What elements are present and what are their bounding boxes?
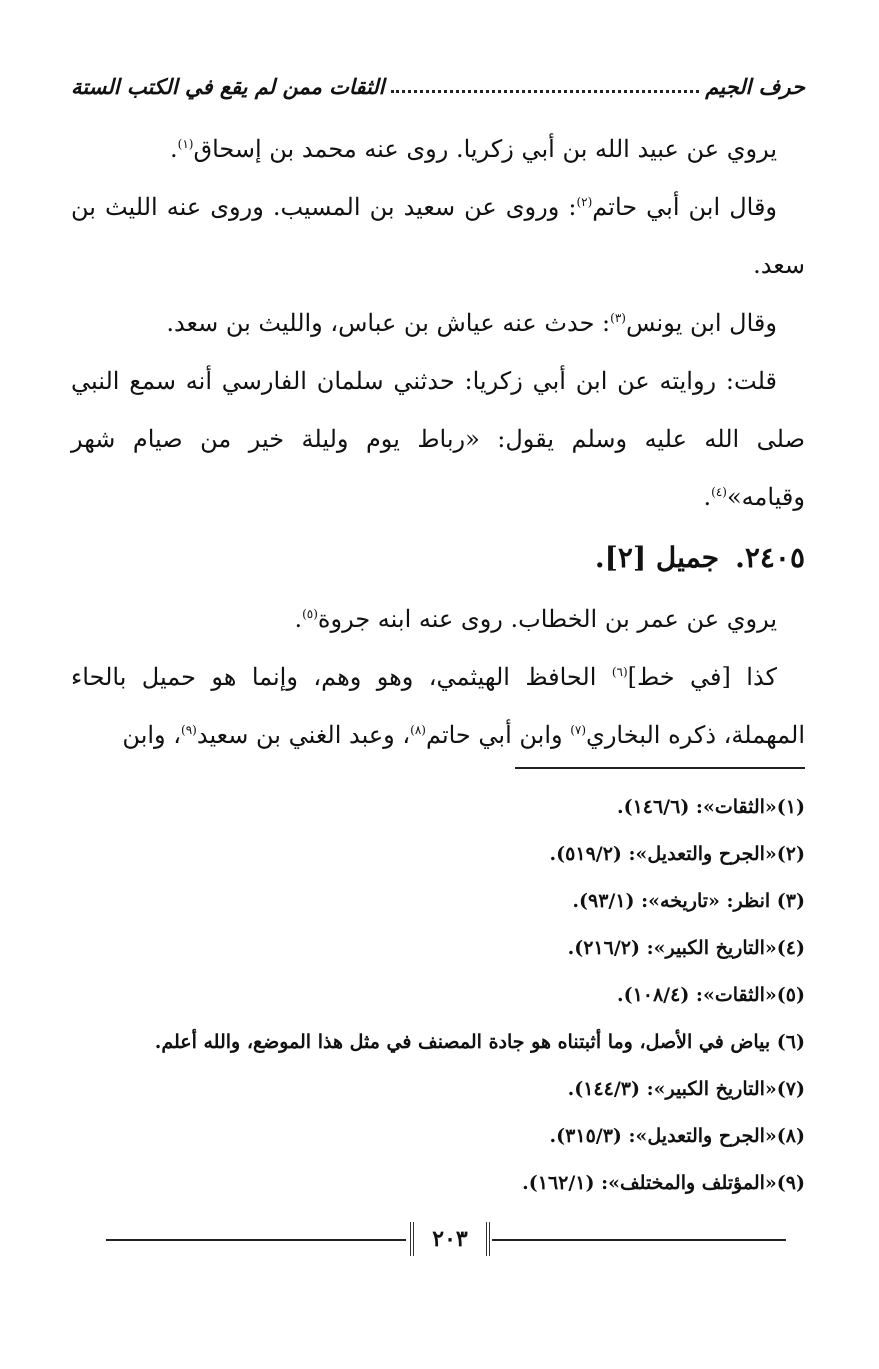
paragraph-text: وابن أبي حاتم (425, 721, 571, 749)
footnote-ref: (٥) (302, 607, 318, 621)
footnote: (٤)«التاريخ الكبير»: (٢١٦/٢). (567, 937, 805, 959)
paragraph-text: . (294, 605, 303, 633)
paragraph (71, 294, 805, 352)
entry-number: ٢٤٠٥. (735, 541, 805, 574)
footnote-ref: (٦) (611, 665, 628, 679)
entry-title: جميل [٢]. (594, 541, 720, 574)
paragraph-text: يروي عن عبيد الله بن أبي زكريا. روى عنه محمد بن إسحاق (193, 135, 777, 163)
footnote: (٥)«الثقات»: (١٠٨/٤). (616, 984, 805, 1006)
paragraph-text: وقال ابن أبي حاتم (592, 193, 778, 221)
paragraph-text: ، وابن (122, 721, 182, 749)
paragraph-text: . (703, 483, 712, 511)
paragraph (71, 352, 805, 526)
footnote-ref: (٩) (181, 723, 197, 737)
footnote: (١)«الثقات»: (١٤٦/٦). (616, 796, 805, 818)
paragraph (71, 120, 805, 178)
paragraph-text: ، وعبد الغني بن سعيد (196, 721, 411, 749)
paragraph-text: كذا [في خط] (627, 663, 777, 691)
entry-heading (71, 526, 805, 590)
running-header (71, 66, 805, 106)
paragraph-text: الحافظ الهيثمي، وهو وهم، وإنما هو حميل بالحاء المهملة، ذكره البخاري (71, 663, 805, 749)
footnote: (٧)«التاريخ الكبير»: (١٤٤/٣). (567, 1078, 805, 1100)
page-footer (106, 1222, 786, 1258)
book-title: الثقات ممن لم يقع في الكتب الستة (71, 73, 385, 99)
main-text (71, 120, 805, 764)
footnote-ref: (١) (177, 137, 194, 151)
page-number: ٢٠٣ (410, 1222, 490, 1256)
paragraph-text: : وروى عن سعيد بن المسيب. وروى عنه الليث بن سعد. (71, 193, 805, 279)
paragraph (71, 648, 805, 764)
footnote: (٩)«المؤتلف والمختلف»: (١٦٢/١). (522, 1172, 805, 1194)
footer-rule (492, 1239, 786, 1241)
footnote-ref: (٧) (570, 723, 587, 737)
paragraph-text: . (169, 135, 178, 163)
paragraph-text: وقال ابن يونس (625, 309, 777, 337)
footnote-ref: (٣) (610, 311, 626, 325)
paragraph-text: يروي عن عمر بن الخطاب. روى عنه ابنه جروة (317, 605, 777, 633)
chapter-title: حرف الجيم (705, 73, 805, 99)
paragraph-text: : حدث عنه عياش بن عباس، والليث بن سعد. (166, 309, 611, 337)
footnote-ref: (٤) (711, 485, 727, 499)
footnote-separator (515, 767, 805, 769)
footnote: (٦) بياض في الأصل، وما أثبتناه هو جادة المصنف في مثل هذا الموضع، والله أعلم. (154, 1031, 805, 1053)
paragraph (71, 590, 805, 648)
paragraph-text: قلت: روايته عن ابن أبي زكريا: حدثني سلمان الفارسي أنه سمع النبي صلى الله عليه وسلم يقول: «رباط يوم وليلة خير من صيام شهر وقيامه» (71, 367, 806, 511)
header-dot-leader (391, 90, 700, 93)
footnotes (71, 784, 805, 1207)
footnote: (٣) انظر: «تاريخه»: (٩٣/١). (572, 890, 805, 912)
footnote: (٢)«الجرح والتعديل»: (٥١٩/٢). (549, 843, 805, 865)
footnote: (٨)«الجرح والتعديل»: (٣١٥/٣). (549, 1125, 805, 1147)
footnote-ref: (٨) (410, 723, 426, 737)
footer-rule (106, 1239, 406, 1241)
paragraph (71, 178, 805, 294)
footnote-ref: (٢) (576, 195, 593, 209)
